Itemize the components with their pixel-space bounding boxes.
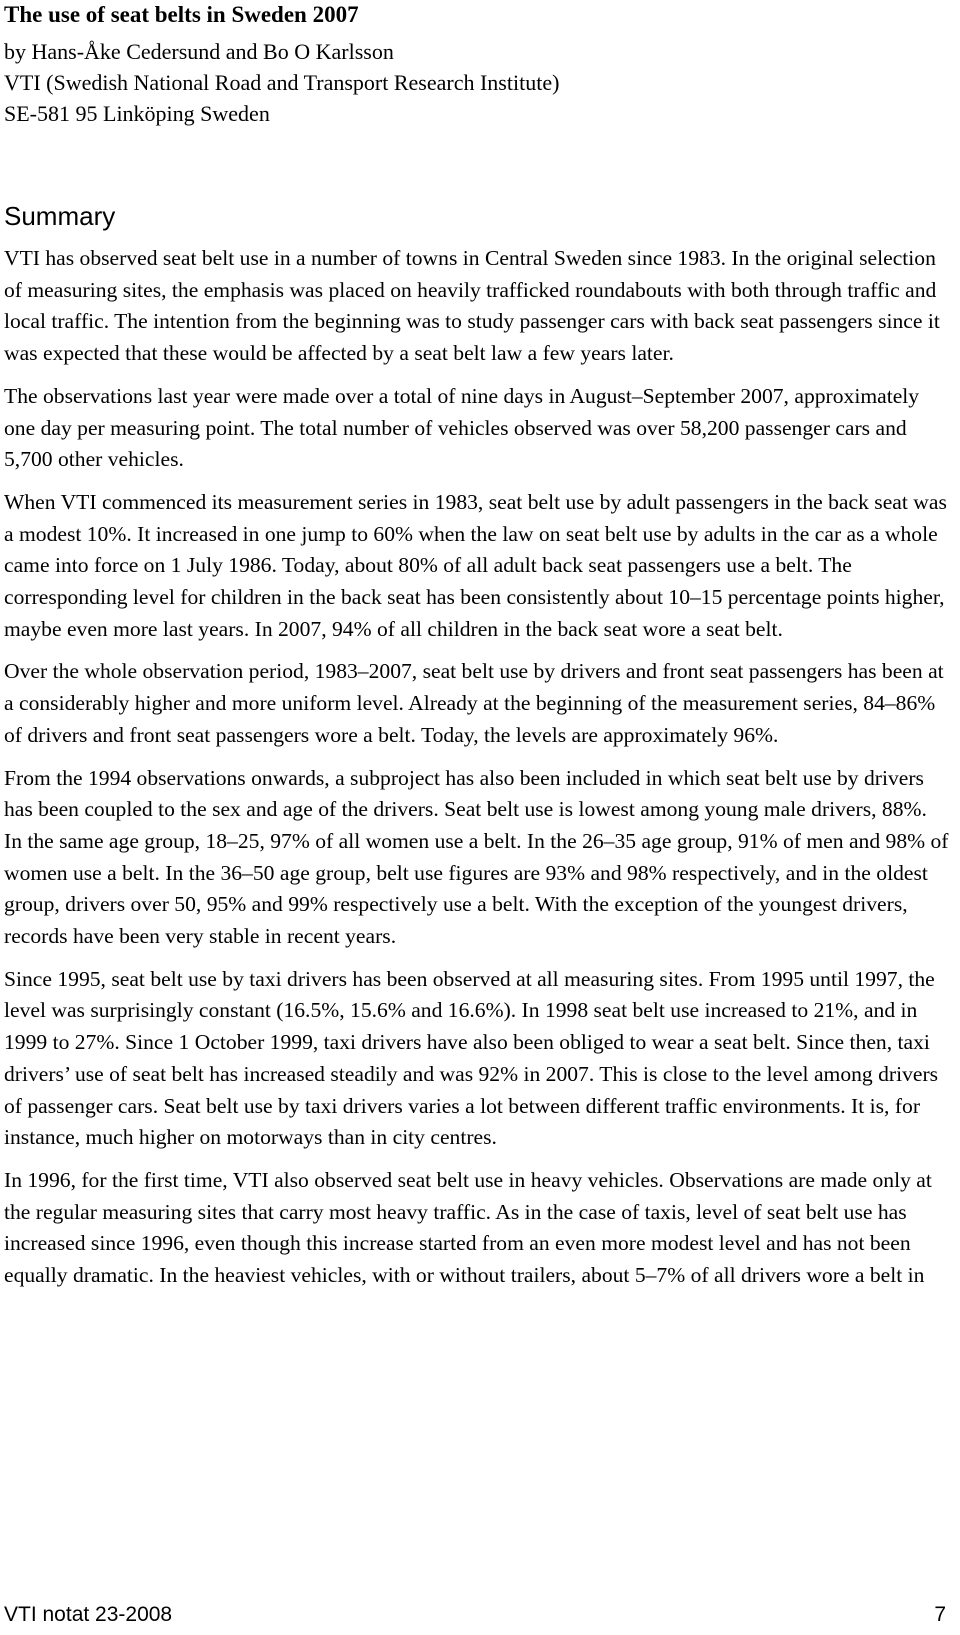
paragraph: Over the whole observation period, 1983–2007, seat belt use by drivers and front seat passengers has been at a considerably higher and more uniform level. Already at the beginning of the measurement series, 84–86% of drivers and front seat passengers wore a belt. Today, the levels are approximately 96%. (4, 659, 944, 747)
paragraph: Since 1995, seat belt use by taxi drivers has been observed at all measuring sites. From 1995 until 1997, the level was surprisingly constant (16.5%, 15.6% and 16.6%). In 1998 seat belt use increased to 21%, and in 1999 to 27%. Since 1 October 1999, taxi drivers have also been obliged to wear a seat belt. Since then, taxi drivers’ use of seat belt has increased steadily and was 92% in 2007. This is close to the level among drivers of passenger cars. Seat belt use by taxi drivers varies a lot between different traffic environments. It is, for instance, much higher on motorways than in city centres. (4, 966, 939, 1150)
paragraph: VTI has observed seat belt use in a number of towns in Central Sweden since 1983. In the original selection of measuring sites, the emphasis was placed on heavily trafficked roundabouts with both through traffic and local traffic. The intention from the beginning was to study passenger cars with back seat passengers since it was expected that these would be affected by a seat belt law a few years later. (4, 246, 940, 366)
address-line: SE-581 95 Linköping Sweden (4, 101, 270, 126)
document-meta (4, 36, 559, 129)
paragraph: When VTI commenced its measurement series in 1983, seat belt use by adult passengers in the back seat was a modest 10%. It increased in one jump to 60% when the law on seat belt use by adults in the car as a whole came into force on 1 July 1986. Today, about 80% of all adult back seat passengers use a belt. The corresponding level for children in the back seat has been consistently about 10–15 percentage points higher, maybe even more last years. In 2007, 94% of all children in the back seat wore a seat belt. (4, 489, 947, 641)
paragraph: In 1996, for the first time, VTI also observed seat belt use in heavy vehicles. Observations are made only at the regular measuring sites that carry most heavy traffic. As in the case of taxis, level of seat belt use has increased since 1996, even though this increase started from an even more modest level and has not been equally dramatic. In the heaviest vehicles, with or without trailers, about 5–7% of all drivers wore a belt in (4, 1167, 932, 1288)
institute-line: VTI (Swedish National Road and Transport Research Institute) (4, 70, 560, 95)
authors-line: by Hans-Åke Cedersund and Bo O Karlsson (4, 39, 394, 64)
summary-body (4, 243, 949, 1303)
paragraph: From the 1994 observations onwards, a subproject has also been included in which seat belt use by drivers has been coupled to the sex and age of the drivers. Seat belt use is lowest among young male drivers, 88%. In the same age group, 18–25, 97% of all women use a belt. In the 26–35 age group, 91% of men and 98% of women use a belt. In the 36–50 age group, belt use figures are 93% and 98% respectively, and in the oldest group, drivers over 50, 95% and 99% respectively use a belt. With the exception of the youngest drivers, records have been very stable in recent years. (4, 765, 949, 949)
document-title: The use of seat belts in Sweden 2007 (4, 2, 359, 27)
paragraph: The observations last year were made over a total of nine days in August–September 2007, approximately one day per measuring point. The total number of vehicles observed was over 58,200 passenger cars and 5,700 other vehicles. (4, 383, 920, 472)
summary-heading: Summary (4, 201, 116, 231)
footer-page-number: 7 (934, 1603, 946, 1626)
footer-report-number: VTI notat 23-2008 (4, 1603, 173, 1626)
